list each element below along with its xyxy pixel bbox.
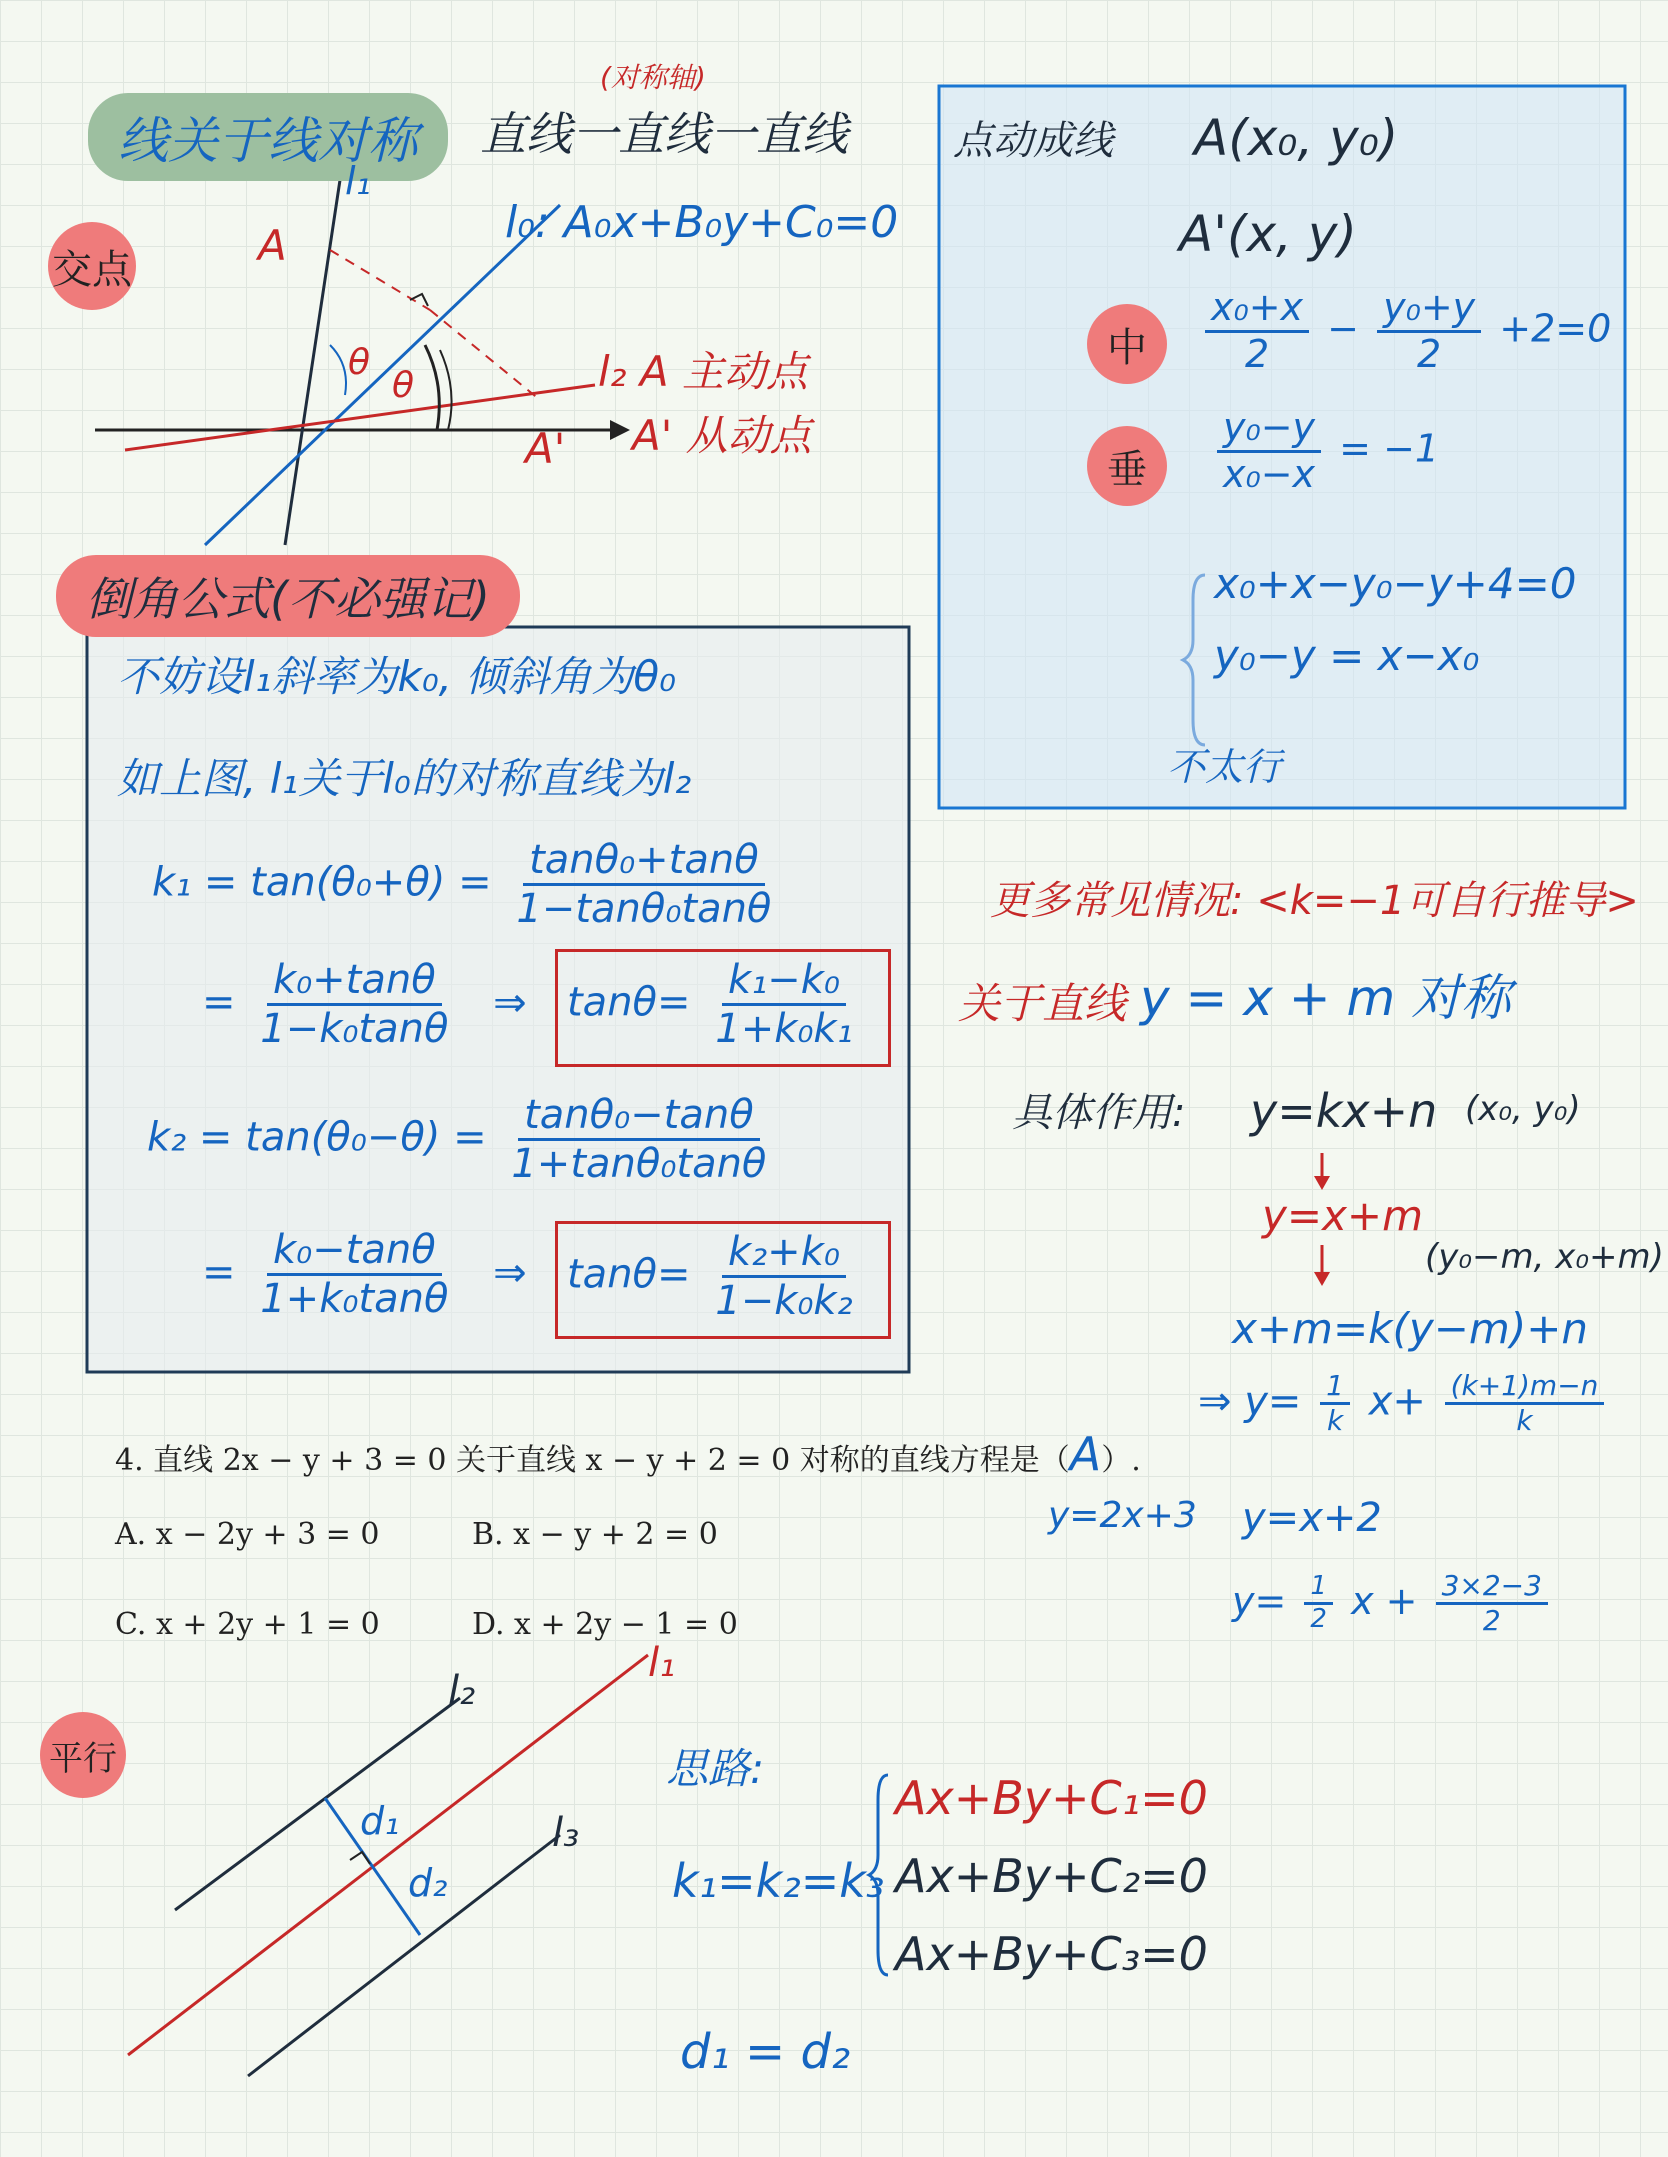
idea-label: 思路: <box>666 1744 765 1793</box>
k1-formula-2: = $\frac{\text{k₀+tanθ}}{\text{1−k₀tanθ}}$ ⇒ <box>202 957 527 1052</box>
angle-formula-pill: 倒角公式(不必强记) <box>56 555 520 637</box>
l1-label: l₁ <box>345 159 371 203</box>
symmetry-line-eq: y = x + m 对称 <box>1140 969 1512 1027</box>
panel-title: 点动成线 <box>953 118 1113 164</box>
midpoint-equation: $\frac{\text{x₀+x}}{2}$ − $\frac{\text{y₀+y}}{2}$ +2=0 <box>1199 286 1611 376</box>
midpoint-dot: 中 <box>1087 304 1167 384</box>
theta-label-1: θ <box>348 342 371 383</box>
slopes-equal: k₁=k₂=k₃ <box>672 1854 885 1908</box>
special-title: 更多常见情况: <k=−1可自行推导> <box>990 878 1639 924</box>
point-A-prime: A'(x, y) <box>1179 205 1357 263</box>
point-A-label: A <box>258 221 287 270</box>
distance-equal: d₁ = d₂ <box>680 2024 851 2080</box>
theta-label-2: θ <box>392 365 415 406</box>
axis-note: (对称轴) <box>600 61 706 94</box>
question-stem: 4. 直线 2x − y + 3 = 0 关于直线 x − y + 2 = 0 对称的直线方程是（A）. <box>115 1427 1141 1481</box>
example-result: y= $\frac{1}{2}$ x + $\frac{3\times 2-3}{2}$ <box>1232 1570 1554 1637</box>
parallel-l1: l₁ <box>648 1640 676 1686</box>
eq-result: ⇒ y= $\frac{1}{k}$ x+ $\frac{(k+1)m-n}{k}$ <box>1198 1370 1610 1437</box>
symmetric-line: 如上图, l₁关于l₀的对称直线为l₂ <box>117 754 692 803</box>
perpendicular-equation: $\frac{\text{y₀−y}}{\text{x₀−x}}$ = −1 <box>1211 406 1439 496</box>
result-formula-2: tanθ= $\frac{\text{k₂+k₀}}{\text{1−k₀k₂}}$ <box>567 1229 853 1324</box>
intersection-dot: 交点 <box>48 222 136 310</box>
option-a: A. x − 2y + 3 = 0 <box>115 1517 380 1552</box>
line-eq-2: Ax+By+C₂=0 <box>895 1849 1208 1903</box>
system-eq-1: x₀+x−y₀−y+4=0 <box>1214 559 1577 608</box>
parallel-dot: 平行 <box>40 1712 126 1798</box>
l2-label: l₂ A 主动点 <box>598 347 808 396</box>
point-to-line-panel <box>939 86 1625 808</box>
title-pill: 线关于线对称 <box>88 93 448 181</box>
k1-formula: k₁ = tan(θ₀+θ) = $\frac{\text{tanθ₀+tanθ}}{\text{1−tanθ₀tanθ}}$ <box>152 837 772 932</box>
verdict: 不太行 <box>1167 745 1282 789</box>
parallel-l2: l₂ <box>448 1668 476 1714</box>
system-eq-2: y₀−y = x−x₀ <box>1214 631 1480 680</box>
k2-formula-2: = $\frac{\text{k₀−tanθ}}{\text{1+k₀tanθ}}$ ⇒ <box>202 1227 527 1322</box>
A-prime-note: A' 从动点 <box>632 411 812 460</box>
answer-mark: A <box>1069 1427 1102 1481</box>
distance-d1: d₁ <box>360 1799 400 1843</box>
point-mapped: (y₀−m, x₀+m) <box>1425 1237 1664 1277</box>
k2-formula: k₂ = tan(θ₀−θ) = $\frac{\text{tanθ₀−tanθ}}{\text{1+tanθ₀tanθ}}$ <box>147 1092 767 1187</box>
example-line-2: y=x+2 <box>1242 1495 1382 1541</box>
apply-label: 具体作用: <box>1012 1090 1186 1136</box>
result-formula-1: tanθ= $\frac{\text{k₁−k₀}}{\text{1+k₀k₁}}$ <box>567 957 853 1052</box>
l0-equation: l₀: A₀x+B₀y+C₀=0 <box>505 197 899 248</box>
line-eq-3: Ax+By+C₃=0 <box>895 1927 1208 1981</box>
example-line-1: y=2x+3 <box>1048 1495 1197 1536</box>
option-d: D. x + 2y − 1 = 0 <box>472 1607 738 1642</box>
eq-substituted: x+m=k(y−m)+n <box>1232 1304 1589 1353</box>
point-original: (x₀, y₀) <box>1465 1089 1581 1129</box>
distance-d2: d₂ <box>408 1861 448 1905</box>
assume-line: 不妨设l₁斜率为k₀, 倾斜角为θ₀ <box>117 652 676 701</box>
sub-title: 直线一直线一直线 <box>480 107 848 161</box>
perpendicular-dot: 垂 <box>1087 426 1167 506</box>
angle-formula-panel <box>87 627 909 1372</box>
eq-original: y=kx+n <box>1250 1084 1438 1138</box>
A-prime-label: A' <box>525 424 566 473</box>
point-A: A(x₀, y₀) <box>1194 109 1399 167</box>
line-eq-1: Ax+By+C₁=0 <box>895 1771 1208 1825</box>
eq-axis: y=x+m <box>1262 1191 1424 1240</box>
parallel-l3: l₃ <box>552 1810 580 1856</box>
option-b: B. x − y + 2 = 0 <box>472 1517 718 1552</box>
about-line-label: 关于直线 <box>958 979 1127 1028</box>
option-c: C. x + 2y + 1 = 0 <box>115 1607 380 1642</box>
